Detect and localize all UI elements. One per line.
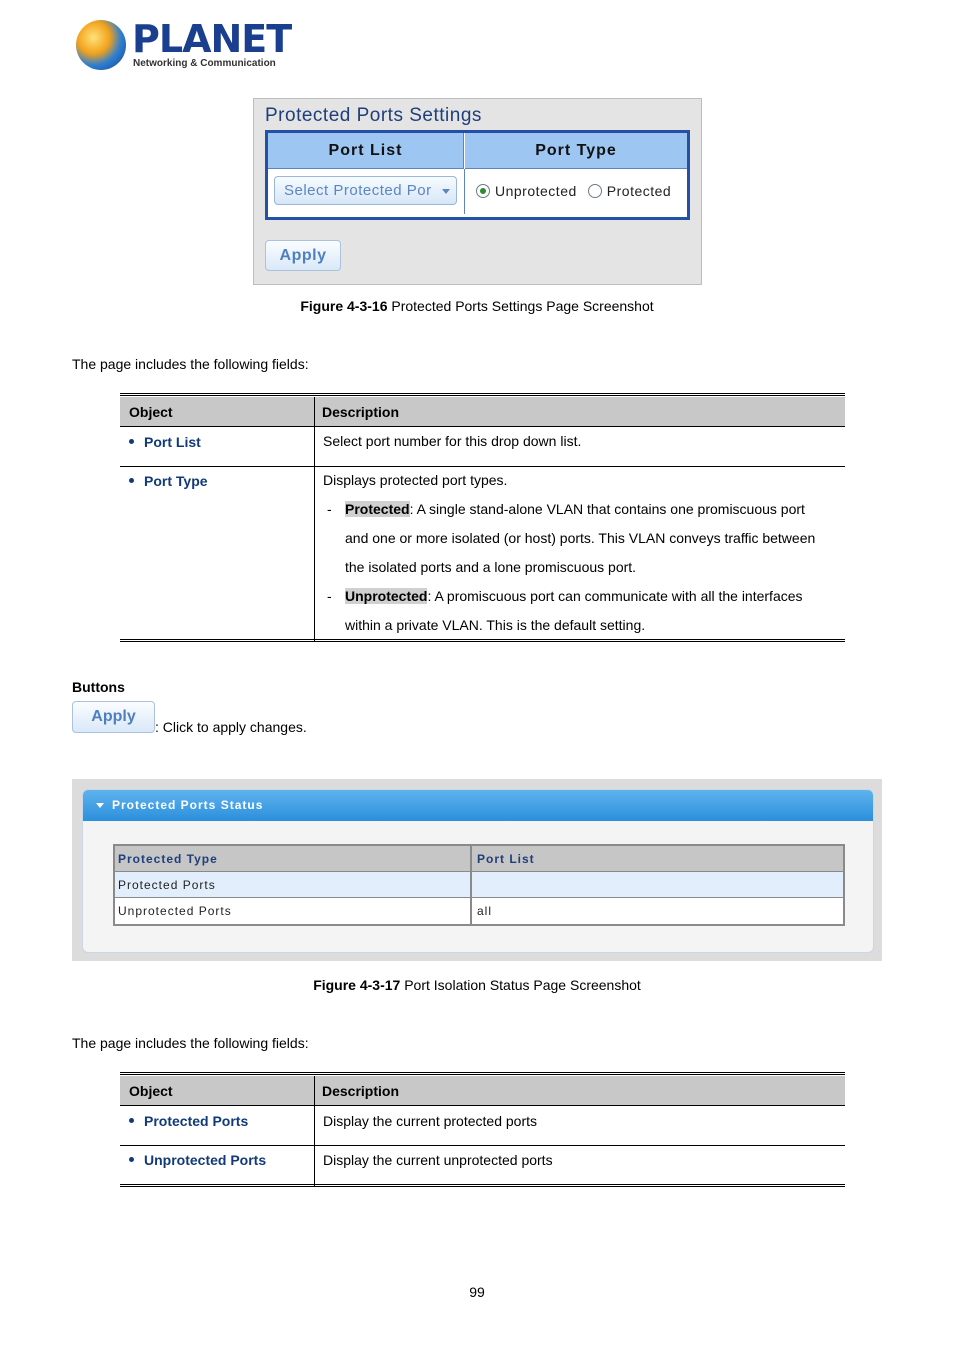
- port-list-header: Port List: [477, 852, 535, 866]
- unprotected-desc-line-1: Unprotected: A promiscuous port can communicate with all the interfaces: [345, 588, 803, 604]
- chevron-down-icon: [442, 189, 450, 194]
- object-unprotected-ports: Unprotected Ports: [129, 1152, 266, 1168]
- unprotected-radio-label: Unprotected: [495, 183, 577, 199]
- object-port-list: Port List: [129, 434, 201, 450]
- object-protected-ports: Protected Ports: [129, 1113, 248, 1129]
- protected-radio-label: Protected: [606, 183, 672, 199]
- object-header: Object: [129, 404, 173, 420]
- column-divider: [464, 169, 465, 214]
- caption-number: Figure 4-3-16: [300, 298, 388, 314]
- table-row: [115, 872, 843, 898]
- protected-radio[interactable]: [588, 184, 602, 198]
- unprotected-radio[interactable]: [476, 184, 490, 198]
- protected-ports-settings-screenshot: [253, 98, 702, 285]
- desc-protected-ports: Display the current protected ports: [323, 1113, 537, 1129]
- unprotected-desc-line-2: within a private VLAN. This is the default setting.: [345, 617, 646, 633]
- protected-desc-line-1: Protected: A single stand-alone VLAN that contains one promiscuous port: [345, 501, 805, 517]
- apply-button-sample[interactable]: Apply: [72, 701, 155, 733]
- table-top-rule: [120, 1072, 845, 1075]
- table-bottom-rule: [120, 639, 845, 642]
- description-header: Description: [322, 1083, 400, 1099]
- description-header: Description: [322, 404, 400, 420]
- row-type: Protected Ports: [115, 872, 472, 898]
- settings-title: Protected Ports Settings: [265, 105, 482, 126]
- status-panel-header[interactable]: [83, 790, 873, 821]
- caption-text: Port Isolation Status Page Screenshot: [400, 977, 641, 993]
- caption-text: Protected Ports Settings Page Screenshot: [387, 298, 654, 314]
- table-top-rule: [120, 393, 845, 396]
- row-type: Unprotected Ports: [115, 898, 472, 924]
- row-rule: [120, 466, 845, 467]
- settings-table: [265, 130, 690, 220]
- globe-icon: [76, 20, 126, 70]
- protected-type-header: Protected Type: [115, 846, 472, 872]
- caption-number: Figure 4-3-17: [313, 977, 401, 993]
- desc-unprotected-ports: Display the current unprotected ports: [323, 1152, 553, 1168]
- list-dash: -: [327, 501, 332, 517]
- protected-ports-status-screenshot: [72, 779, 882, 961]
- status-panel-title: Protected Ports Status: [112, 798, 264, 812]
- object-port-type: Port Type: [129, 473, 208, 489]
- protected-desc-line-3: the isolated ports and a lone promiscuous port.: [345, 559, 637, 575]
- page-number: 99: [469, 1284, 485, 1300]
- table-header: [120, 397, 845, 427]
- logo-tagline: Networking & Communication: [133, 58, 276, 69]
- desc-port-list: Select port number for this drop down list.: [323, 433, 582, 449]
- logo-wordmark: PLANET: [132, 17, 292, 61]
- status-table: [113, 844, 845, 926]
- table-row: [115, 846, 843, 872]
- port-type-header: Port Type: [465, 133, 687, 169]
- row-ports: all: [477, 904, 493, 918]
- select-label: Select Protected Por: [284, 182, 432, 199]
- protected-desc-line-2: and one or more isolated (or host) ports. This VLAN conveys traffic between: [345, 530, 816, 546]
- intro-text-2: The page includes the following fields:: [72, 1035, 309, 1051]
- row-rule: [120, 1145, 845, 1146]
- intro-text-1: The page includes the following fields:: [72, 356, 309, 372]
- object-header: Object: [129, 1083, 173, 1099]
- desc-port-type: Displays protected port types.: [323, 472, 508, 488]
- table-row: [115, 898, 843, 924]
- port-type-radios: [476, 183, 671, 199]
- collapse-triangle-icon: [96, 803, 104, 808]
- status-panel: [82, 789, 874, 953]
- column-rule: [314, 1076, 315, 1186]
- column-rule: [314, 397, 315, 641]
- select-protected-ports-dropdown[interactable]: [274, 176, 457, 205]
- apply-button[interactable]: Apply: [265, 240, 341, 271]
- row-ports: [474, 872, 845, 898]
- table-header: [120, 1076, 845, 1106]
- figure-caption-2: [0, 977, 954, 993]
- figure-caption-1: [0, 298, 954, 314]
- table-bottom-rule: [120, 1184, 845, 1187]
- port-list-header: Port List: [268, 133, 464, 169]
- list-dash: -: [327, 588, 332, 604]
- buttons-heading: Buttons: [72, 679, 125, 695]
- planet-logo: [76, 17, 292, 74]
- apply-description: : Click to apply changes.: [155, 719, 307, 735]
